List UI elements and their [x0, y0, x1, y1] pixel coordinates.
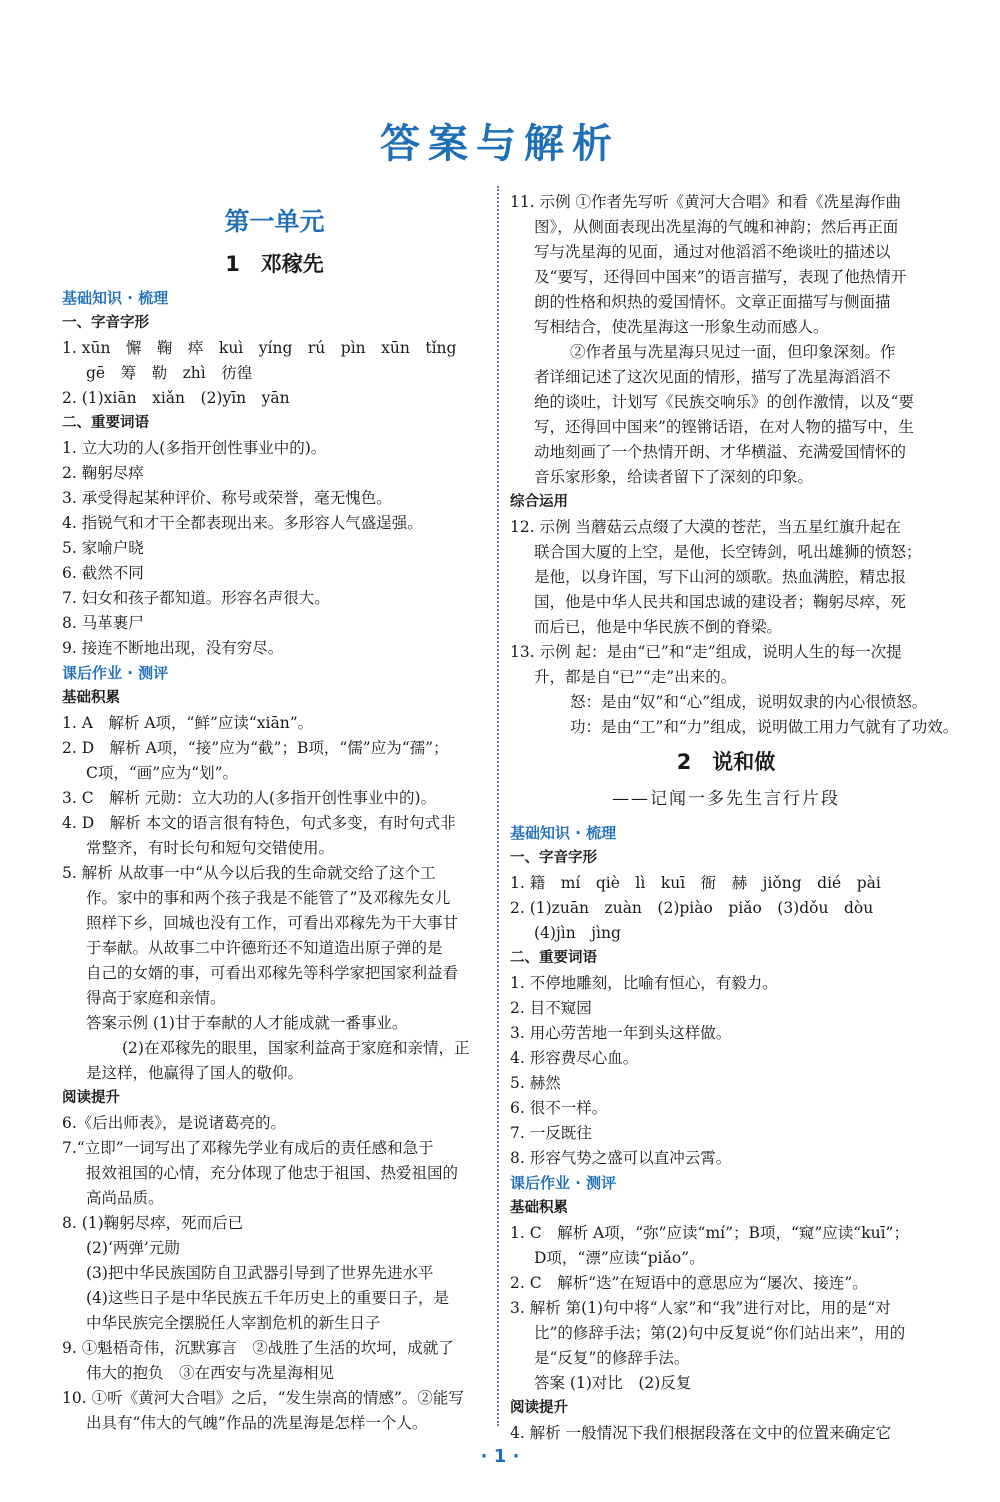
answer-line: 11. 示例 ①作者先写听《黄河大合唱》和看《冼星海作曲 [510, 193, 902, 211]
answer-line: 6.《后出师表》，是说诸葛亮的。 [62, 1114, 287, 1132]
page-number: · 1 · [480, 1446, 520, 1467]
answer-line: (4)jìn jìng [534, 924, 621, 942]
answer-line: 是他，以身许国，写下山河的颂歌。热血满腔，精忠报 [534, 568, 907, 586]
answer-line: 1. 立大功的人(多指开创性事业中的)。 [62, 439, 327, 457]
answer-line: 于奉献。从故事二中许德珩还不知道造出原子弹的是 [86, 939, 443, 957]
answer-line: 者详细记述了这次见面的情形，描写了冼星海滔滔不 [534, 368, 891, 386]
answer-line: 4. 形容费尽心血。 [510, 1049, 639, 1067]
lesson-subtitle: ——记闻一多先生言行片段 [612, 789, 840, 809]
answer-line: 出具有“伟大的气魄”作品的冼星海是怎样一个人。 [86, 1414, 428, 1432]
left-column [62, 190, 487, 1436]
answer-line: 10. ①听《黄河大合唱》之后，“发生崇高的情感”。②能写 [62, 1389, 464, 1407]
answer-line: 自己的女婿的事，可看出邓稼先等科学家把国家利益看 [86, 964, 459, 982]
answer-line: 1. 不停地雕刻，比喻有恒心，有毅力。 [510, 974, 778, 992]
answer-line: 动地刻画了一个热情开朗、才华横溢、充满爱国情怀的 [534, 443, 907, 461]
answer-line: 得高于家庭和亲情。 [86, 989, 226, 1007]
answer-line: 国，他是中华人民共和国忠诚的建设者；鞠躬尽瘁，死 [534, 593, 907, 611]
answer-line: 8. (1)鞠躬尽瘁，死而后已 [62, 1214, 244, 1232]
answer-line: 升，都是自“已”“走”出来的。 [534, 668, 737, 686]
answer-line: 4. 指锐气和才干全都表现出来。多形容人气盛逞强。 [62, 514, 423, 532]
answer-line: 写相结合，使冼星海这一形象生动而感人。 [534, 318, 829, 336]
lesson-title: 1 邓稼先 [225, 252, 324, 276]
answer-line: 联合国大厦的上空，是他，长空铸剑，吼出雄狮的愤怒； [534, 543, 922, 561]
section-heading: 课后作业 · 测评 [62, 664, 169, 682]
answer-line: 朗的性格和炽热的爱国情怀。文章正面描写与侧面描 [534, 293, 891, 311]
subsection-heading: 二、重要词语 [510, 950, 597, 966]
answer-line: 13. 示例 起：是由“已”和“走”组成，说明人生的每一次提 [510, 643, 902, 661]
subsection-heading: 阅读提升 [62, 1090, 120, 1106]
answer-line: 8. 马革裹尸 [62, 614, 144, 632]
answer-line: 7.“立即”一词写出了邓稼先学业有成后的责任感和急于 [62, 1139, 434, 1157]
answer-line: 1. A 解析 A项，“鲜”应读“xiān”。 [62, 714, 314, 732]
section-heading: 课后作业 · 测评 [510, 1174, 617, 1192]
answer-line: C项，“画”应为“划”。 [86, 764, 239, 782]
column-divider [497, 186, 499, 1426]
answer-line: 9. 接连不断地出现，没有穷尽。 [62, 639, 284, 657]
answer-line: (3)把中华民族国防自卫武器引导到了世界先进水平 [86, 1264, 434, 1282]
answer-line: 1. C 解析 A项，“弥”应读“mí”；B项，“窥”应读“kuī”； [510, 1224, 909, 1242]
answer-line: 报效祖国的心情，充分体现了他忠于祖国、热爱祖国的 [86, 1164, 459, 1182]
answer-line: D项，“漂”应读“piǎo”。 [534, 1249, 705, 1267]
answer-line: 2. (1)zuān zuàn (2)piào piǎo (3)dǒu dòu [510, 899, 874, 917]
answer-line: 3. C 解析 元勋：立大功的人(多指开创性事业中的)。 [62, 789, 437, 807]
answer-line: (2)‘两弹’元勋 [86, 1239, 180, 1257]
subsection-heading: 基础积累 [510, 1200, 568, 1216]
answer-line: 2. 鞠躬尽瘁 [62, 464, 144, 482]
answer-line: 2. C 解析“迭”在短语中的意思应为“屡次、接连”。 [510, 1274, 868, 1292]
answer-line: 5. 赫然 [510, 1074, 561, 1092]
answer-line: 7. 一反既往 [510, 1124, 592, 1142]
subsection-heading: 一、字音字形 [510, 850, 597, 866]
answer-line: 3. 承受得起某种评价、称号或荣誉，毫无愧色。 [62, 489, 392, 507]
answer-line: 高尚品质。 [86, 1189, 164, 1207]
right-column [510, 190, 959, 1446]
subsection-heading: 二、重要词语 [62, 415, 149, 431]
answer-line: 8. 形容气势之盛可以直冲云霄。 [510, 1149, 732, 1167]
answer-line: 是这样，他赢得了国人的敬仰。 [86, 1064, 304, 1082]
answer-line: 照样下乡，回城也没有工作，可看出邓稼先为干大事甘 [86, 914, 459, 932]
answer-line: 伟大的抱负 ③在西安与冼星海相见 [86, 1364, 335, 1382]
answer-line: 7. 妇女和孩子都知道。形容名声很大。 [62, 589, 330, 607]
answer-line: 比”的修辞手法；第(2)句中反复说“你们站出来”，用的 [534, 1324, 906, 1342]
answer-line: 中华民族完全摆脱任人宰割危机的新生日子 [86, 1314, 381, 1332]
answer-line: 答案 (1)对比 (2)反复 [534, 1374, 692, 1392]
answer-line: 2. D 解析 A项，“接”应为“截”；B项，“儒”应为“孺”； [62, 739, 449, 757]
answer-line: 绝的谈吐，计划写《民族交响乐》的创作激情，以及“要 [534, 393, 914, 411]
answer-line: 1. 籍 mí qiè lì kuī 衙 赫 jiǒng dié pài [510, 874, 881, 892]
answer-line: 答案示例 (1)甘于奉献的人才能成就一番事业。 [86, 1014, 408, 1032]
answer-line: 2. (1)xiān xiǎn (2)yīn yān [62, 389, 290, 407]
section-heading: 基础知识 · 梳理 [62, 289, 169, 307]
answer-line: 是“反复”的修辞手法。 [534, 1349, 690, 1367]
answer-line: ②作者虽与冼星海只见过一面，但印象深刻。作 [570, 343, 896, 361]
subsection-heading: 基础积累 [62, 690, 120, 706]
answer-line: 功：是由“工”和“力”组成，说明做工用力气就有了功效。 [570, 718, 959, 736]
answer-line: 5. 家喻户晓 [62, 539, 144, 557]
answer-line: 作。家中的事和两个孩子我是不能管了”及邓稼先女儿 [86, 889, 451, 907]
subsection-heading: 阅读提升 [510, 1400, 568, 1416]
answer-line: 4. 解析 一般情况下我们根据段落在文中的位置来确定它 [510, 1424, 892, 1442]
answer-line: 写与冼星海的见面，通过对他滔滔不绝谈吐的描述以 [534, 243, 891, 261]
answer-line: 怒：是由“奴”和“心”组成，说明奴隶的内心很愤怒。 [570, 693, 928, 711]
unit-title: 第一单元 [224, 207, 325, 236]
answer-line: (4)这些日子是中华民族五千年历史上的重要日子，是 [86, 1289, 449, 1307]
lesson-title: 2 说和做 [676, 750, 776, 774]
answer-line: 2. 目不窥园 [510, 999, 592, 1017]
answer-line: 3. 用心劳苦地一年到头这样做。 [510, 1024, 732, 1042]
subsection-heading: 一、字音字形 [62, 315, 149, 331]
answer-line: 6. 很不一样。 [510, 1099, 608, 1117]
answer-line: 12. 示例 当蘑菇云点缀了大漠的苍茫，当五星红旗升起在 [510, 518, 902, 536]
answer-line: 4. D 解析 本文的语言很有特色，句式多变，有时句式非 [62, 814, 456, 832]
answer-line: (2)在邓稼先的眼里，国家利益高于家庭和亲情，正 [122, 1039, 470, 1057]
answer-line: 写，还得回中国来”的铿锵话语，在对人物的描写中，生 [534, 418, 914, 436]
answer-line: 1. xūn 懈 鞠 瘁 kuì yíng rú pìn xūn tǐng [62, 339, 457, 357]
answer-line: 9. ①魁梧奇伟，沉默寡言 ②战胜了生活的坎坷，成就了 [62, 1339, 454, 1357]
section-heading: 基础知识 · 梳理 [510, 824, 617, 842]
page-title: 答案与解析 [380, 121, 620, 167]
answer-line: 及“要写，还得回中国来”的语言描写，表现了他热情开 [534, 268, 907, 286]
answer-line: 6. 截然不同 [62, 564, 144, 582]
answer-line: 音乐家形象，给读者留下了深刻的印象。 [534, 468, 814, 486]
answer-line: 图》，从侧面表现出冼星海的气魄和神韵；然后再正面 [534, 218, 899, 236]
answer-line: 而后已，他是中华民族不倒的脊梁。 [534, 618, 783, 636]
subsection-heading: 综合运用 [510, 494, 568, 510]
answer-line: 常整齐，有时长句和短句交错使用。 [86, 839, 335, 857]
answer-line: 3. 解析 第(1)句中将“人家”和“我”进行对比，用的是“对 [510, 1299, 891, 1317]
answer-line: 5. 解析 从故事一中“从今以后我的生命就交给了这个工 [62, 864, 436, 882]
answer-line: gē 筹 勒 zhì 彷徨 [86, 364, 253, 382]
